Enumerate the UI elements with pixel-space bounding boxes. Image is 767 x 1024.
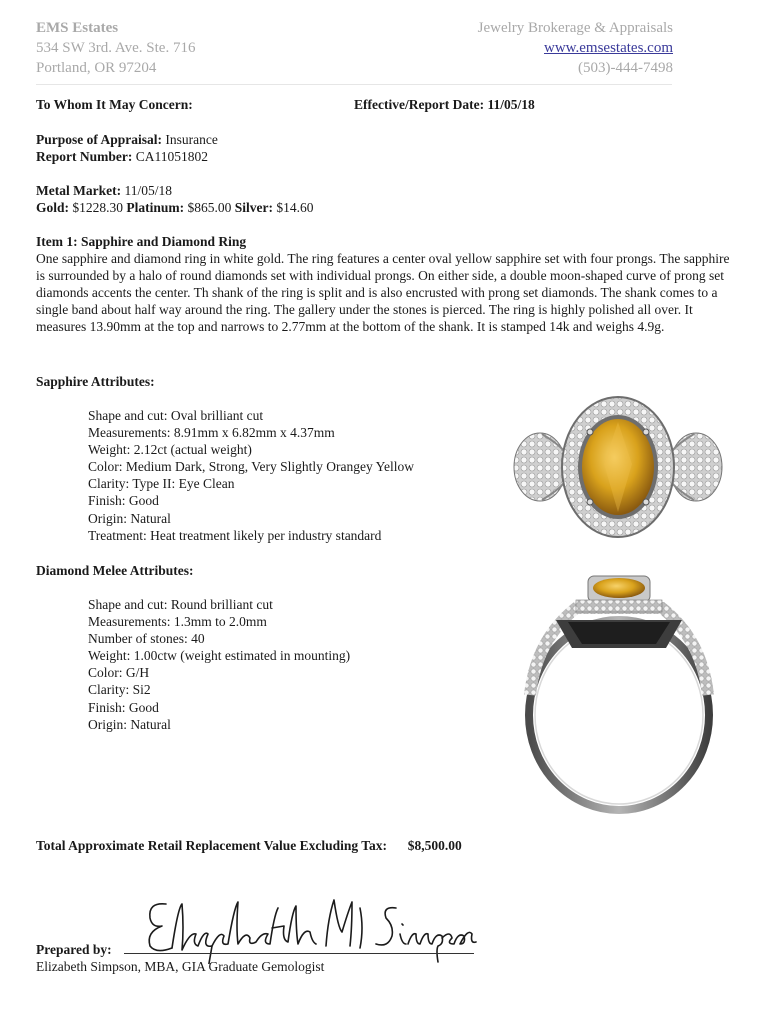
- metal-market-label: Metal Market:: [36, 183, 122, 198]
- sapphire-attribute: Measurements: 8.91mm x 6.82mm x 4.37mm: [88, 425, 335, 441]
- sapphire-attribute: Origin: Natural: [88, 510, 171, 526]
- salutation: To Whom It May Concern:: [36, 97, 193, 112]
- report-number-value: CA11051802: [135, 149, 208, 164]
- report-date: [354, 96, 535, 113]
- diamond-attribute: Finish: Good: [88, 699, 159, 715]
- company-address-line1: 534 SW 3rd. Ave. Ste. 716: [36, 40, 196, 56]
- total-value-amount: $8,500.00: [407, 838, 462, 853]
- sapphire-heading: Sapphire Attributes:: [36, 374, 155, 389]
- ring-top-view-image: [512, 392, 724, 542]
- diamond-attribute: Origin: Natural: [88, 716, 171, 732]
- company-website-link[interactable]: [478, 38, 673, 58]
- sapphire-attribute: Treatment: Heat treatment likely per industry standard: [88, 527, 382, 543]
- company-tagline: Jewelry Brokerage & Appraisals: [477, 20, 673, 36]
- sapphire-attributes-list: [88, 407, 414, 544]
- prepared-by-label: Prepared by:: [36, 942, 112, 957]
- purpose-line: [36, 131, 218, 148]
- item-description: One sapphire and diamond ring in white gold. The ring features a center oval yellow sapphire set with four prongs. The sapphire is surrounded by a halo of round diamonds set with individual prongs. On either side, a double moon-shaped curve of prong set diamonds accents the center. Th shank of the ring is split and is also encrusted with prong set diamonds. The shank comes to a single band about half way around the ring. The gallery under the stones is pierced. The ring is highly polished all over. It measures 13.90mm at the top and narrows to 2.77mm at the bottom of the shank. It is stamped 14k and weighs 4.9g.: [36, 251, 730, 334]
- diamond-attribute: Shape and cut: Round brilliant cut: [88, 597, 273, 612]
- metal-market-date: 11/05/18: [124, 183, 172, 198]
- purpose-value: Insurance: [165, 132, 218, 147]
- metal-prices-line: [36, 199, 314, 216]
- metal-market-line: [36, 182, 172, 199]
- letterhead-divider: [36, 84, 672, 85]
- ring-side-view-image: [516, 570, 722, 820]
- signature-line: [124, 953, 474, 954]
- website-link-text[interactable]: www.emsestates.com: [544, 40, 673, 56]
- diamond-attribute: Clarity: Si2: [88, 682, 151, 698]
- letterhead-right: [478, 18, 673, 78]
- report-date-label: Effective/Report Date:: [354, 97, 485, 112]
- purpose-label: Purpose of Appraisal:: [36, 132, 163, 147]
- total-value-line: [36, 837, 462, 854]
- silver-label: Silver:: [234, 200, 274, 215]
- diamond-attribute: Measurements: 1.3mm to 2.0mm: [88, 614, 267, 630]
- diamond-attribute: Weight: 1.00ctw (weight estimated in mounting): [88, 648, 351, 664]
- platinum-label: Platinum:: [126, 200, 185, 215]
- letterhead-left: [36, 18, 195, 78]
- report-number-label: Report Number:: [36, 149, 133, 164]
- report-number-line: [36, 148, 208, 165]
- sapphire-attribute: Shape and cut: Oval brilliant cut: [88, 408, 264, 423]
- sapphire-attribute: Weight: 2.12ct (actual weight): [88, 442, 252, 458]
- gold-value: $1228.30: [72, 200, 124, 215]
- sapphire-attribute: Finish: Good: [88, 493, 159, 509]
- silver-value: $14.60: [276, 200, 314, 215]
- diamond-heading: Diamond Melee Attributes:: [36, 563, 194, 578]
- report-date-value: 11/05/18: [487, 97, 535, 112]
- sapphire-attribute: Color: Medium Dark, Strong, Very Slightly Orangey Yellow: [88, 459, 414, 475]
- item-title: Item 1: Sapphire and Diamond Ring: [36, 234, 247, 249]
- total-value-label: Total Approximate Retail Replacement Value Excluding Tax:: [36, 838, 388, 853]
- sapphire-attribute: Clarity: Type II: Eye Clean: [88, 476, 235, 492]
- diamond-attribute: Color: G/H: [88, 665, 150, 681]
- diamond-attributes-list: [88, 596, 350, 733]
- company-phone: (503)-444-7498: [578, 60, 673, 76]
- company-address-line2: Portland, OR 97204: [36, 60, 157, 76]
- company-name: EMS Estates: [36, 20, 119, 36]
- diamond-attribute: Number of stones: 40: [88, 631, 205, 647]
- gold-label: Gold:: [36, 200, 70, 215]
- preparer-credentials: Elizabeth Simpson, MBA, GIA Graduate Gemologist: [36, 959, 325, 974]
- platinum-value: $865.00: [187, 200, 232, 215]
